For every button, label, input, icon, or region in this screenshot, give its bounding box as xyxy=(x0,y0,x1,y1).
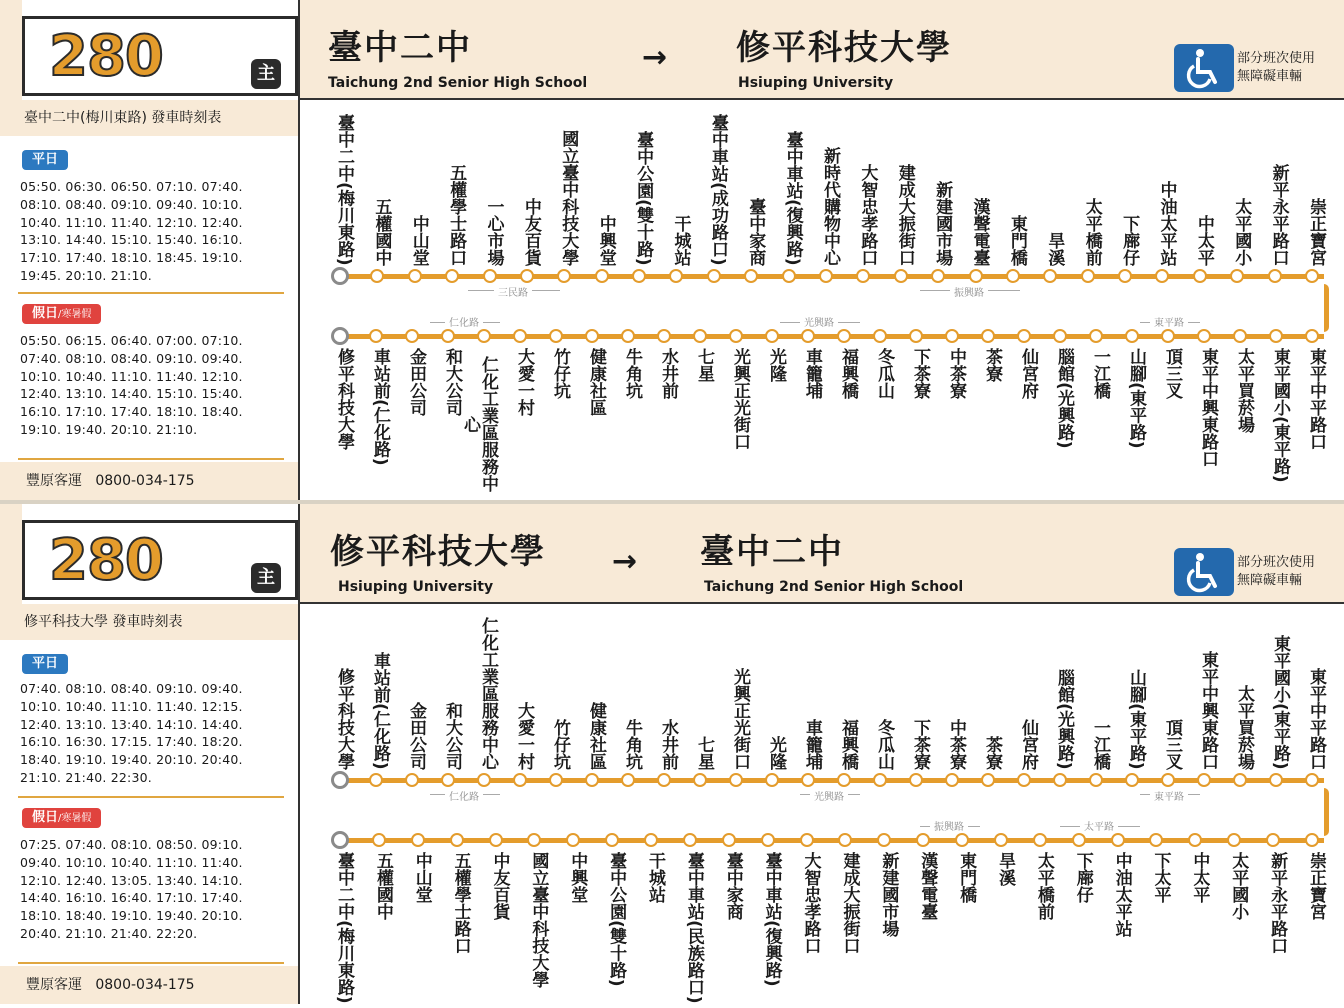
bottom-stop-marker xyxy=(722,833,736,847)
holiday-sub-label: /寒暑假 xyxy=(58,813,92,824)
top-stop-label: 新建國市場 xyxy=(932,181,953,266)
bottom-stop-marker xyxy=(527,833,541,847)
divider xyxy=(18,962,284,964)
bottom-stop-label: 和大公司 xyxy=(442,348,462,416)
bottom-stop-label: 新平永平路口 xyxy=(1267,852,1288,954)
bottom-stop-label: 仁化工業區服務中心 xyxy=(460,356,498,492)
bottom-stop-label: 光隆 xyxy=(766,348,786,382)
route-line-turn xyxy=(1324,284,1329,332)
top-stop-marker xyxy=(1161,773,1175,787)
top-stop-marker xyxy=(1268,269,1282,283)
bottom-stop-marker xyxy=(331,831,349,849)
top-stop-marker xyxy=(369,773,383,787)
top-stop-marker xyxy=(331,771,349,789)
top-stop-marker xyxy=(729,773,743,787)
bottom-stop-marker xyxy=(477,329,491,343)
bottom-stop-marker xyxy=(331,327,349,345)
accessibility-line2: 無障礙車輛 xyxy=(1237,69,1303,84)
bottom-stop-marker xyxy=(801,329,815,343)
destination-title-en: Taichung 2nd Senior High School xyxy=(704,579,964,595)
top-stop-label: 東平中興東路口 xyxy=(1198,651,1218,770)
bottom-stop-label: 山腳(東平路) xyxy=(1126,348,1146,449)
top-stop-marker xyxy=(370,269,384,283)
top-stop-label: 金田公司 xyxy=(406,702,426,770)
bottom-stop-label: 建成大振街口 xyxy=(839,852,860,954)
top-stop-marker xyxy=(945,773,959,787)
route-header xyxy=(300,504,1344,604)
bottom-stop-label: 仙宮府 xyxy=(1018,348,1038,399)
top-stop-label: 山腳(東平路) xyxy=(1126,669,1146,770)
top-stop-marker xyxy=(909,773,923,787)
top-stop-marker xyxy=(1043,269,1057,283)
top-stop-marker xyxy=(595,269,609,283)
operator-phone: 0800-034-175 xyxy=(95,473,195,489)
bottom-stop-label: 中太平 xyxy=(1189,852,1210,903)
top-stop-label: 一江橋 xyxy=(1090,719,1110,770)
top-stop-marker xyxy=(1006,269,1020,283)
top-stop-marker xyxy=(1089,773,1103,787)
bottom-stop-marker xyxy=(1197,329,1211,343)
top-stop-label: 五權學士路口 xyxy=(446,164,467,266)
top-stop-marker xyxy=(669,269,683,283)
bottom-stop-label: 干城站 xyxy=(645,852,666,903)
origin-title-en: Taichung 2nd Senior High School xyxy=(328,75,588,91)
bottom-stop-label: 竹仔坑 xyxy=(550,348,570,399)
bottom-stop-label: 修平科技大學 xyxy=(334,348,354,450)
bottom-stop-marker xyxy=(411,833,425,847)
bottom-stop-label: 五權學士路口 xyxy=(450,852,471,954)
top-stop-label: 健康社區 xyxy=(586,702,606,770)
direction-arrow-icon: → xyxy=(612,544,638,579)
top-stop-label: 干城站 xyxy=(670,215,691,266)
bottom-stop-label: 水井前 xyxy=(658,348,678,399)
timetable-title: 臺中二中(梅川東路) 發車時刻表 xyxy=(0,100,298,136)
top-stop-marker xyxy=(744,269,758,283)
road-label: 太平路 xyxy=(1080,818,1118,833)
bottom-stop-label: 光興正光街口 xyxy=(730,348,750,450)
route-number: 280 xyxy=(49,528,163,593)
divider xyxy=(18,458,284,460)
route-line-turn xyxy=(1324,788,1329,836)
bottom-stop-marker xyxy=(1053,329,1067,343)
bottom-stop-marker xyxy=(450,833,464,847)
top-stop-label: 新時代購物中心 xyxy=(820,147,840,266)
operator-phone: 0800-034-175 xyxy=(95,977,195,993)
top-stop-label: 東平國小(東平路) xyxy=(1270,635,1290,770)
divider xyxy=(18,796,284,798)
top-stop-marker xyxy=(331,267,349,285)
top-stop-marker xyxy=(1118,269,1132,283)
bottom-stop-marker xyxy=(1111,833,1125,847)
bottom-stop-marker xyxy=(955,833,969,847)
bottom-stop-label: 臺中二中(梅川東路) xyxy=(334,852,354,1004)
operator-info xyxy=(0,462,298,500)
top-stop-marker xyxy=(557,269,571,283)
top-stop-marker xyxy=(1197,773,1211,787)
top-stop-label: 光興正光街口 xyxy=(730,668,750,770)
top-stop-marker xyxy=(765,773,779,787)
bottom-stop-label: 大愛一村 xyxy=(514,348,534,416)
bottom-stop-marker xyxy=(1188,833,1202,847)
top-stop-marker xyxy=(1233,773,1247,787)
bottom-stop-label: 東平國小(東平路) xyxy=(1270,348,1290,483)
divider xyxy=(18,292,284,294)
route-line-bottom xyxy=(340,838,1324,843)
top-stop-label: 和大公司 xyxy=(442,702,462,770)
road-label: 三民路 xyxy=(494,284,532,299)
top-stop-label: 太平橋前 xyxy=(1081,198,1102,266)
bottom-stop-marker xyxy=(513,329,527,343)
sidebar-band xyxy=(0,504,22,604)
bottom-stop-label: 中油太平站 xyxy=(1111,852,1132,937)
top-stop-label: 腦館(光興路) xyxy=(1054,669,1074,770)
top-stop-label: 光隆 xyxy=(766,736,786,770)
route-panel-return xyxy=(0,504,1344,1004)
bottom-stop-label: 下太平 xyxy=(1150,852,1171,903)
bottom-stop-label: 茶寮 xyxy=(982,348,1002,382)
wheelchair-icon xyxy=(1174,548,1234,596)
top-stop-marker xyxy=(873,773,887,787)
top-stop-label: 中友百貨 xyxy=(520,198,541,266)
road-label: 光興路 xyxy=(810,788,848,803)
top-stop-marker xyxy=(856,269,870,283)
bottom-stop-label: 新建國市場 xyxy=(878,852,899,937)
bottom-stop-label: 大智忠孝路口 xyxy=(800,852,821,954)
bottom-stop-marker xyxy=(1227,833,1241,847)
bottom-stop-marker xyxy=(657,329,671,343)
bottom-stop-label: 東平中平路口 xyxy=(1306,348,1326,450)
bottom-stop-label: 車站前(仁化路) xyxy=(370,348,390,466)
road-label: 仁化路 xyxy=(445,314,483,329)
top-stop-label: 冬瓜山 xyxy=(874,719,894,770)
top-stop-label: 建成大振街口 xyxy=(894,164,915,266)
top-stop-label: 牛角坑 xyxy=(622,719,642,770)
holiday-badge xyxy=(22,304,101,324)
bottom-stop-label: 五權國中 xyxy=(372,852,393,920)
bottom-stop-label: 七星 xyxy=(694,348,714,382)
top-stop-label: 東門橋 xyxy=(1006,215,1027,266)
bottom-stop-marker xyxy=(405,329,419,343)
road-label: 東平路 xyxy=(1150,314,1188,329)
bottom-stop-marker xyxy=(1269,329,1283,343)
top-stop-label: 水井前 xyxy=(658,719,678,770)
top-stop-label: 中山堂 xyxy=(408,215,429,266)
bottom-stop-label: 牛角坑 xyxy=(622,348,642,399)
route-main-badge: 主 xyxy=(251,563,281,593)
accessibility-line1: 部分班次使用 xyxy=(1237,555,1316,570)
destination-title: 修平科技大學 xyxy=(736,28,952,68)
top-stop-label: 中太平 xyxy=(1193,215,1214,266)
top-stop-marker xyxy=(1017,773,1031,787)
top-stop-label: 大智忠孝路口 xyxy=(857,164,878,266)
route-logo xyxy=(22,520,298,600)
bottom-stop-label: 太平橋前 xyxy=(1033,852,1054,920)
top-stop-label: 旱溪 xyxy=(1044,232,1065,266)
bottom-stop-marker xyxy=(729,329,743,343)
bottom-stop-label: 臺中車站(民族路口) xyxy=(683,852,704,1004)
top-stop-label: 東平中平路口 xyxy=(1306,668,1326,770)
bottom-stop-marker xyxy=(800,833,814,847)
top-stop-label: 太平國小 xyxy=(1231,198,1252,266)
bottom-stop-marker xyxy=(372,833,386,847)
top-stop-marker xyxy=(981,773,995,787)
top-stop-marker xyxy=(621,773,635,787)
bottom-stop-marker xyxy=(489,833,503,847)
bottom-stop-marker xyxy=(981,329,995,343)
top-stop-marker xyxy=(657,773,671,787)
bottom-stop-label: 福興橋 xyxy=(838,348,858,399)
top-stop-marker xyxy=(1155,269,1169,283)
timetable-sidebar xyxy=(0,0,300,500)
road-label: 振興路 xyxy=(930,818,968,833)
holiday-times: 07:25. 07:40. 08:10. 08:50. 09:10. 09:40. 10:10. 10:40. 11:10. 11:40. 12:10. 12:40. 13:05. 13:40. 14:10. 14:40. 16:10. 16:40. 17:10. 17:40. 18:10. 18:40. 19:10. 19:40. 20:10. 20:40. 21:10. 21:40. 22:20. xyxy=(20,837,243,941)
road-label: 仁化路 xyxy=(445,788,483,803)
road-label: 東平路 xyxy=(1150,788,1188,803)
operator-name: 豐原客運 xyxy=(26,473,82,489)
bottom-stop-label: 漢聲電臺 xyxy=(917,852,938,920)
top-stop-label: 中茶寮 xyxy=(946,719,966,770)
top-stop-marker xyxy=(445,269,459,283)
top-stop-marker xyxy=(969,269,983,283)
bottom-stop-marker xyxy=(369,329,383,343)
holiday-label: 假日 xyxy=(32,810,59,825)
bottom-stop-marker xyxy=(585,329,599,343)
bottom-stop-marker xyxy=(765,329,779,343)
bottom-stop-marker xyxy=(549,329,563,343)
weekday-badge xyxy=(22,654,68,674)
bottom-stop-marker xyxy=(566,833,580,847)
road-label: 振興路 xyxy=(950,284,988,299)
bottom-stop-label: 中友百貨 xyxy=(489,852,510,920)
bottom-stop-label: 健康社區 xyxy=(586,348,606,416)
bottom-stop-label: 車籠埔 xyxy=(802,348,822,399)
direction-arrow-icon: → xyxy=(642,40,668,75)
route-logo xyxy=(22,16,298,96)
top-stop-marker xyxy=(477,773,491,787)
top-stop-label: 修平科技大學 xyxy=(334,668,354,770)
top-stop-marker xyxy=(837,773,851,787)
accessibility-note xyxy=(1237,554,1344,590)
top-stop-label: 中興堂 xyxy=(595,215,616,266)
top-stop-marker xyxy=(585,773,599,787)
top-stop-label: 頂三叉 xyxy=(1162,719,1182,770)
accessibility-note xyxy=(1237,50,1344,86)
bottom-stop-label: 中興堂 xyxy=(567,852,588,903)
top-stop-label: 下廍仔 xyxy=(1119,215,1140,266)
route-panel-outbound xyxy=(0,0,1344,500)
holiday-sub-label: /寒暑假 xyxy=(58,309,92,320)
top-stop-marker xyxy=(520,269,534,283)
origin-title: 修平科技大學 xyxy=(330,532,546,572)
route-number: 280 xyxy=(49,24,163,89)
bottom-stop-marker xyxy=(621,329,635,343)
top-stop-marker xyxy=(441,773,455,787)
operator-info xyxy=(0,966,298,1004)
bottom-stop-label: 臺中車站(復興路) xyxy=(761,852,782,987)
top-stop-label: 仁化工業區服務中心 xyxy=(478,617,498,770)
bottom-stop-label: 金田公司 xyxy=(406,348,426,416)
route-main-badge: 主 xyxy=(251,59,281,89)
bottom-stop-label: 臺中家商 xyxy=(722,852,743,920)
bottom-stop-marker xyxy=(873,329,887,343)
route-map xyxy=(300,100,1344,500)
top-stop-label: 五權國中 xyxy=(371,198,392,266)
top-stop-marker xyxy=(632,269,646,283)
top-stop-label: 崇正寶宮 xyxy=(1306,198,1326,266)
bottom-stop-marker xyxy=(644,833,658,847)
top-stop-label: 七星 xyxy=(694,736,714,770)
bottom-stop-marker xyxy=(1017,329,1031,343)
top-stop-marker xyxy=(1305,773,1319,787)
accessibility-line2: 無障礙車輛 xyxy=(1237,573,1303,588)
bottom-stop-marker xyxy=(1233,329,1247,343)
road-label: 光興路 xyxy=(800,314,838,329)
bottom-stop-marker xyxy=(945,329,959,343)
bottom-stop-label: 腦館(光興路) xyxy=(1054,348,1074,449)
top-stop-label: 臺中二中(梅川東路) xyxy=(334,114,354,266)
bottom-stop-marker xyxy=(877,833,891,847)
accessibility-line1: 部分班次使用 xyxy=(1237,51,1316,66)
top-stop-label: 福興橋 xyxy=(838,719,858,770)
top-stop-label: 漢聲電臺 xyxy=(969,198,990,266)
weekday-times: 07:40. 08:10. 08:40. 09:10. 09:40. 10:10. 10:40. 11:10. 11:40. 12:15. 12:40. 13:10. 13:40. 14:10. 14:40. 16:10. 16:30. 17:15. 17:40. 18:20. 18:40. 19:10. 19:40. 20:10. 20:40. 21:10. 21:40. 22:30. xyxy=(20,681,243,785)
top-stop-label: 臺中公園(雙十路) xyxy=(633,131,654,266)
route-map xyxy=(300,604,1344,1004)
top-stop-label: 大愛一村 xyxy=(514,702,534,770)
bottom-stop-marker xyxy=(1266,833,1280,847)
bottom-stop-marker xyxy=(1149,833,1163,847)
bottom-stop-label: 下廍仔 xyxy=(1072,852,1093,903)
holiday-times: 05:50. 06:15. 06:40. 07:00. 07:10. 07:40. 08:10. 08:40. 09:10. 09:40. 10:10. 10:40. 11:10. 11:40. 12:10. 12:40. 13:10. 14:40. 15:10. 15:40. 16:10. 17:10. 17:40. 18:10. 18:40. 19:10. 19:40. 20:10. 21:10. xyxy=(20,333,243,437)
destination-title: 臺中二中 xyxy=(700,532,844,572)
bottom-stop-label: 臺中公園(雙十路) xyxy=(606,852,627,987)
bottom-stop-marker xyxy=(916,833,930,847)
top-stop-marker xyxy=(693,773,707,787)
top-stop-label: 一心市場 xyxy=(483,198,504,266)
top-stop-marker xyxy=(819,269,833,283)
bottom-stop-marker xyxy=(693,329,707,343)
holiday-badge xyxy=(22,808,101,828)
bottom-stop-marker xyxy=(909,329,923,343)
bottom-stop-label: 崇正寶宮 xyxy=(1306,852,1326,920)
bottom-stop-marker xyxy=(1305,329,1319,343)
top-stop-label: 臺中車站(復興路) xyxy=(782,131,803,266)
weekday-times: 05:50. 06:30. 06:50. 07:10. 07:40. 08:10. 08:40. 09:10. 09:40. 10:10. 10:40. 11:10. 11:40. 12:10. 12:40. 13:10. 14:40. 15:10. 15:40. 16:10. 17:10. 17:40. 18:10. 18:45. 19:10. 19:45. 20:10. 21:10. xyxy=(20,179,243,283)
bottom-stop-marker xyxy=(837,329,851,343)
bottom-stop-label: 國立臺中科技大學 xyxy=(528,852,549,988)
top-stop-label: 車籠埔 xyxy=(802,719,822,770)
top-stop-marker xyxy=(408,269,422,283)
weekday-label: 平日 xyxy=(32,152,59,167)
wheelchair-icon xyxy=(1174,44,1234,92)
top-stop-marker xyxy=(931,269,945,283)
bottom-stop-label: 中茶寮 xyxy=(946,348,966,399)
holiday-label: 假日 xyxy=(32,306,59,321)
bottom-stop-marker xyxy=(441,329,455,343)
top-stop-marker xyxy=(1305,269,1319,283)
top-stop-marker xyxy=(483,269,497,283)
top-stop-marker xyxy=(513,773,527,787)
bottom-stop-label: 冬瓜山 xyxy=(874,348,894,399)
top-stop-label: 新平永平路口 xyxy=(1268,164,1289,266)
top-stop-marker xyxy=(405,773,419,787)
weekday-label: 平日 xyxy=(32,656,59,671)
bottom-stop-label: 太平買菸場 xyxy=(1234,348,1254,433)
top-stop-label: 國立臺中科技大學 xyxy=(558,130,579,266)
top-stop-marker xyxy=(1230,269,1244,283)
top-stop-label: 車站前(仁化路) xyxy=(370,652,390,770)
bottom-stop-marker xyxy=(1161,329,1175,343)
top-stop-label: 中油太平站 xyxy=(1156,181,1177,266)
timetable-sidebar xyxy=(0,504,300,1004)
bottom-stop-marker xyxy=(761,833,775,847)
top-stop-label: 臺中車站(成功路口) xyxy=(707,114,728,266)
bottom-stop-marker xyxy=(683,833,697,847)
top-stop-label: 臺中家商 xyxy=(745,198,766,266)
top-stop-marker xyxy=(707,269,721,283)
top-stop-marker xyxy=(801,773,815,787)
top-stop-label: 竹仔坑 xyxy=(550,719,570,770)
top-stop-marker xyxy=(1269,773,1283,787)
bottom-stop-label: 中山堂 xyxy=(411,852,432,903)
origin-title-en: Hsiuping University xyxy=(338,579,494,595)
operator-name: 豐原客運 xyxy=(26,977,82,993)
bottom-stop-label: 頂三叉 xyxy=(1162,348,1182,399)
top-stop-label: 太平買菸場 xyxy=(1234,685,1254,770)
bottom-stop-label: 太平國小 xyxy=(1228,852,1249,920)
bottom-stop-label: 下茶寮 xyxy=(910,348,930,399)
bottom-stop-marker xyxy=(838,833,852,847)
route-header xyxy=(300,0,1344,100)
top-stop-marker xyxy=(782,269,796,283)
top-stop-marker xyxy=(1125,773,1139,787)
weekday-badge xyxy=(22,150,68,170)
top-stop-marker xyxy=(549,773,563,787)
bottom-stop-marker xyxy=(994,833,1008,847)
bottom-stop-marker xyxy=(1089,329,1103,343)
bottom-stop-label: 一江橋 xyxy=(1090,348,1110,399)
bottom-stop-marker xyxy=(605,833,619,847)
destination-title-en: Hsiuping University xyxy=(738,75,894,91)
top-stop-label: 茶寮 xyxy=(982,736,1002,770)
top-stop-label: 仙宮府 xyxy=(1018,719,1038,770)
origin-title: 臺中二中 xyxy=(328,28,472,68)
bottom-stop-marker xyxy=(1305,833,1319,847)
timetable-title: 修平科技大學 發車時刻表 xyxy=(0,604,298,640)
bottom-stop-marker xyxy=(1033,833,1047,847)
top-stop-marker xyxy=(1193,269,1207,283)
bottom-stop-label: 東平中興東路口 xyxy=(1198,348,1218,467)
top-stop-label: 下茶寮 xyxy=(910,719,930,770)
sidebar-band xyxy=(0,0,22,100)
bottom-stop-label: 東門橋 xyxy=(956,852,977,903)
top-stop-marker xyxy=(1081,269,1095,283)
top-stop-marker xyxy=(1053,773,1067,787)
bottom-stop-marker xyxy=(1125,329,1139,343)
bottom-stop-label: 旱溪 xyxy=(994,852,1015,886)
bottom-stop-marker xyxy=(1072,833,1086,847)
top-stop-marker xyxy=(894,269,908,283)
